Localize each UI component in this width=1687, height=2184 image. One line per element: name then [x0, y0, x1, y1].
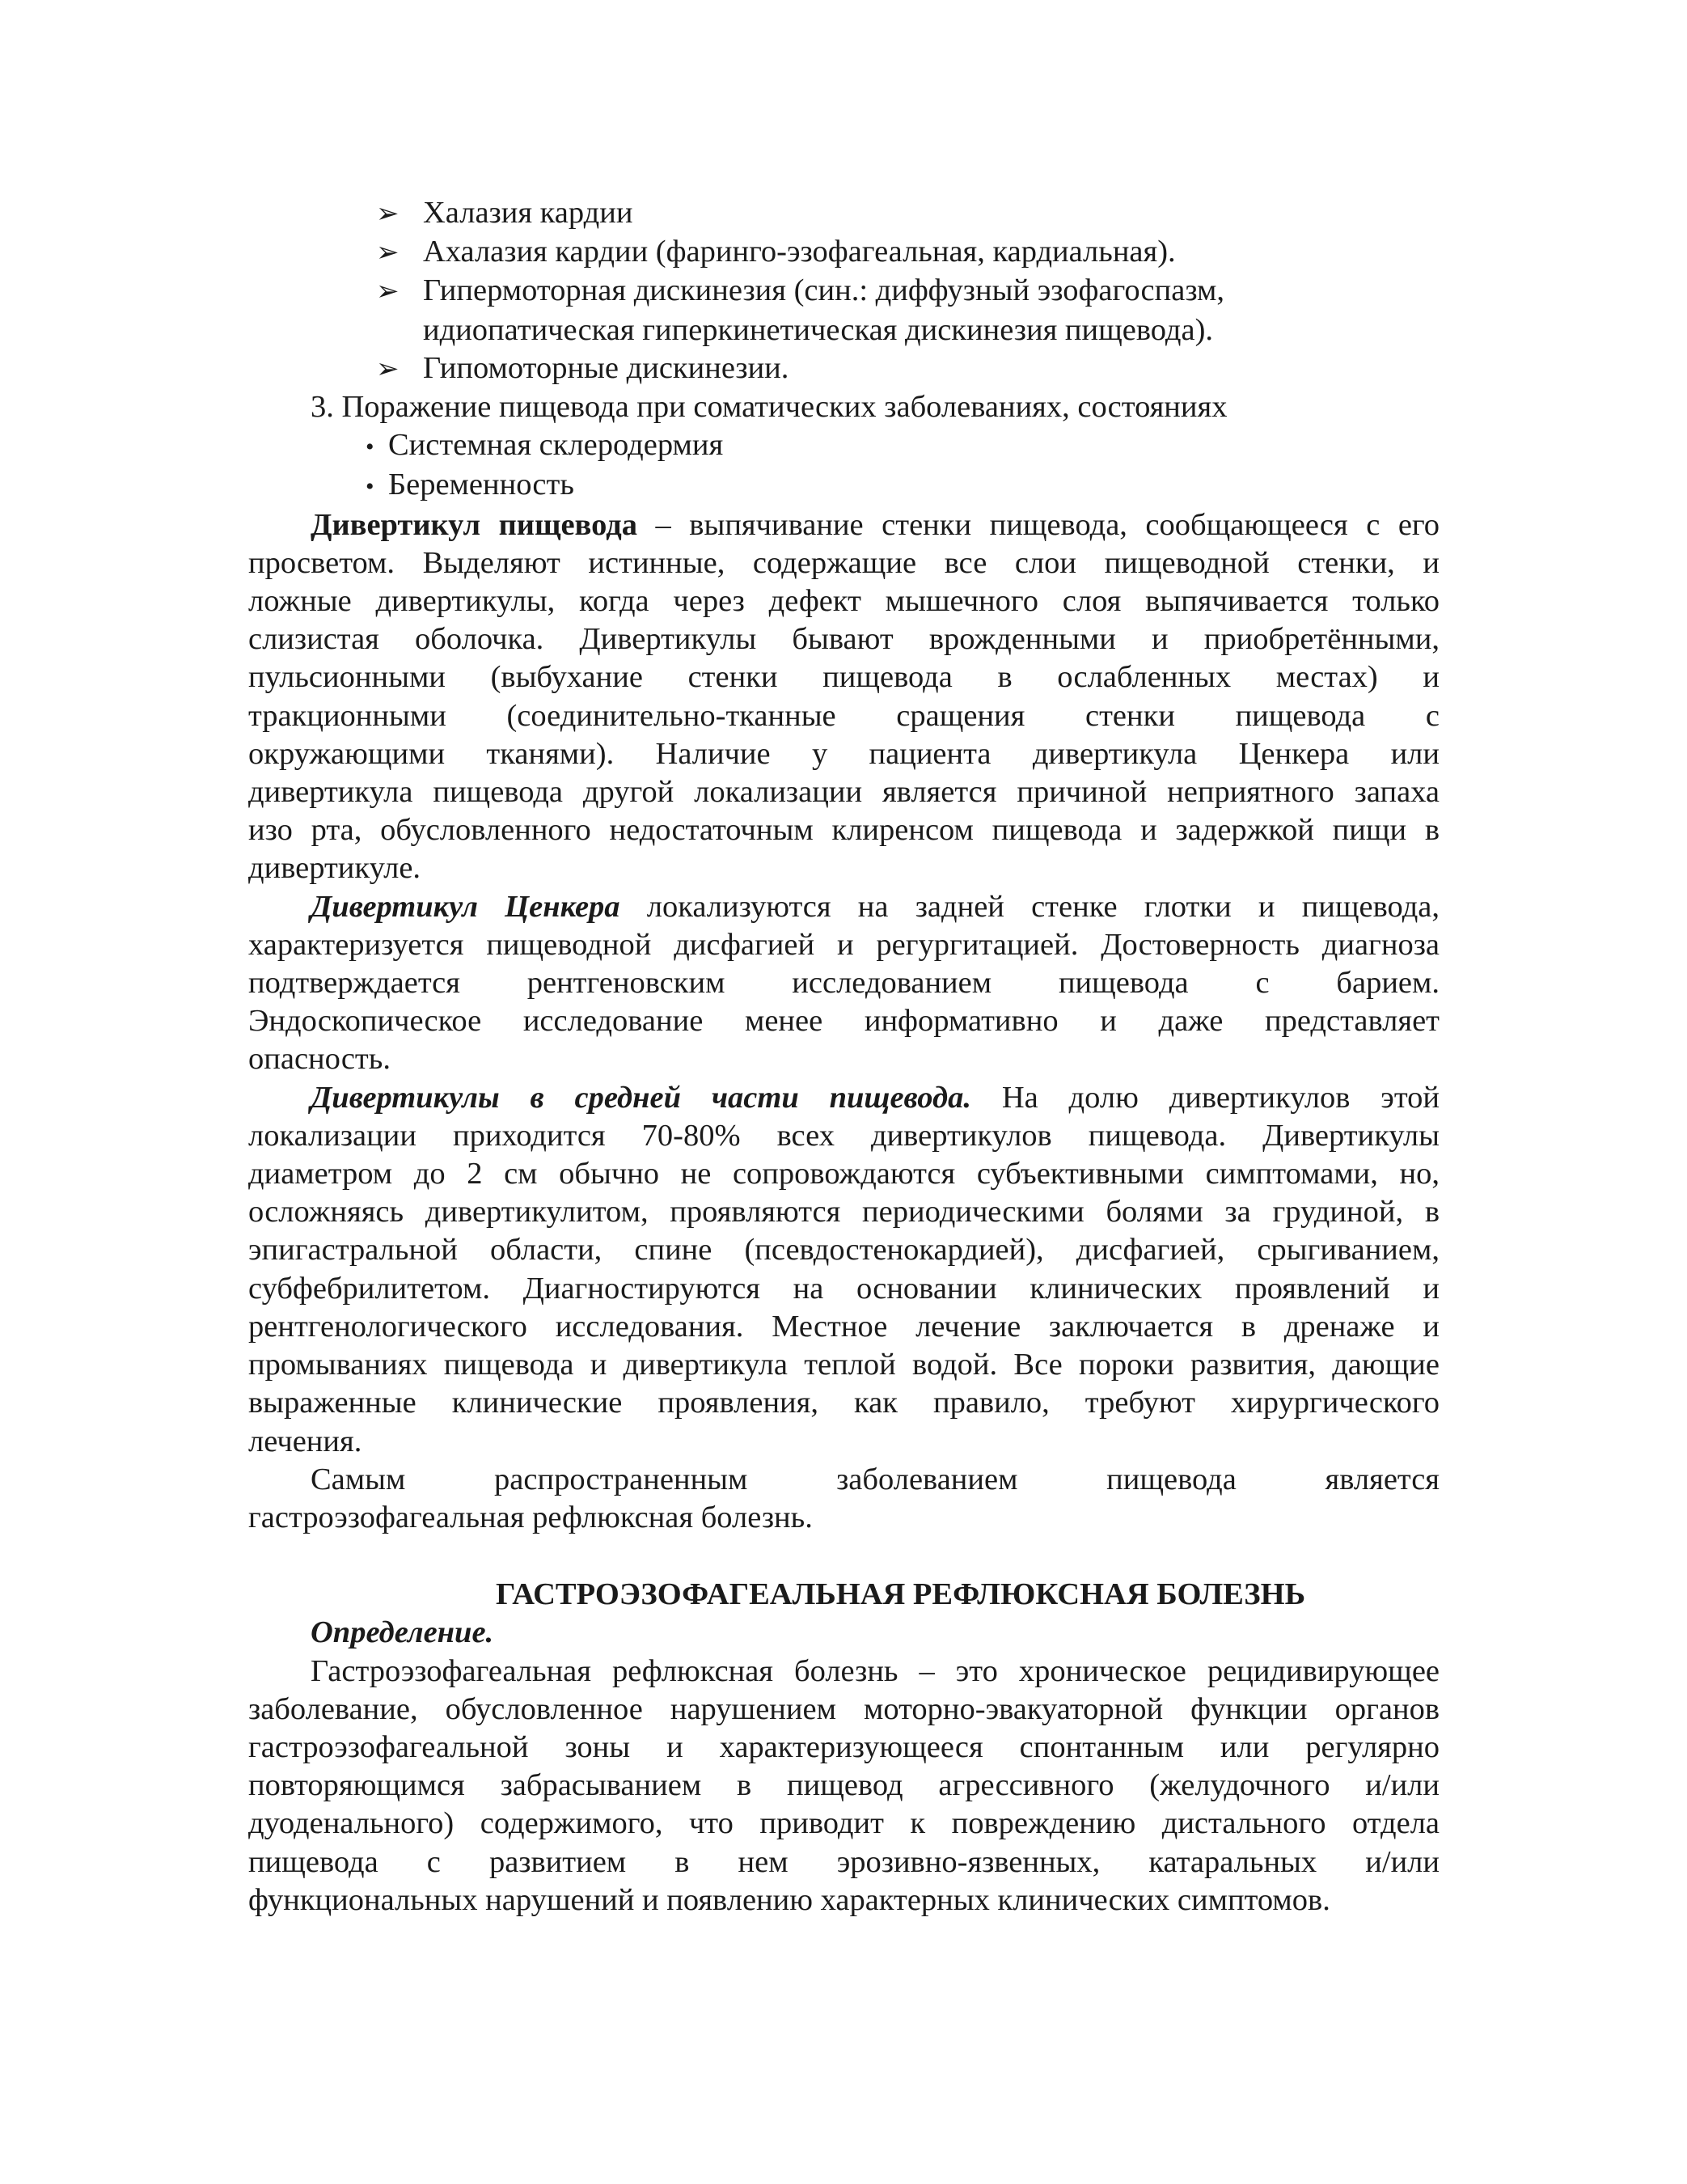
- paragraph-line: гастроэзофагеальной зоны и характеризующееся спонтанным или регулярно: [248, 1729, 1440, 1764]
- paragraph-line: диаметром до 2 см обычно не сопровождаются субъективными симптомами, но,: [248, 1157, 1440, 1191]
- paragraph-most-common: [248, 1461, 1440, 1537]
- paragraph-line: осложняясь дивертикулитом, проявляются периодическими болями за грудиной, в: [248, 1195, 1440, 1230]
- paragraph-line: дивертикуле.: [248, 851, 421, 886]
- bullet-icon: •: [366, 434, 374, 461]
- arrow-bullet-icon: ➢: [376, 277, 400, 307]
- bullet-icon: •: [366, 473, 374, 501]
- list-item: ➢ Халазия кардии: [248, 194, 1440, 233]
- paragraph-line: Дивертикул Ценкера локализуются на задней стенке глотки и пищевода,: [311, 889, 1440, 924]
- paragraph-line: тракционными (соединительно-тканные сращения стенки пищевода с: [248, 698, 1440, 733]
- arrow-bullet-icon: ➢: [376, 353, 400, 384]
- paragraph-line: выраженные клинические проявления, как правило, требуют хирургического: [248, 1386, 1440, 1420]
- list-item: ➢ Гипермоторная дискинезия (син.: диффузный эзофагоспазм,: [248, 272, 1440, 311]
- paragraph-line: изо рта, обусловленного недостаточным клиренсом пищевода и задержкой пищи в: [248, 813, 1440, 848]
- paragraph-line: дивертикула пищевода другой локализации является причиной неприятного запаха: [248, 775, 1440, 810]
- section-heading: ГАСТРОЭЗОФАГЕАЛЬНАЯ РЕФЛЮКСНАЯ БОЛЕЗНЬ: [495, 1577, 1306, 1612]
- paragraph-diverticulum: [248, 506, 1440, 888]
- paragraph-line: пульсионными (выбухание стенки пищевода в ослабленных местах) и: [248, 660, 1440, 695]
- paragraph-line: окружающими тканями). Наличие у пациента дивертикула Ценкера или: [248, 736, 1440, 771]
- paragraph-line: Самым распространенным заболеванием пищевода является: [311, 1462, 1440, 1496]
- paragraph-line: Эндоскопическое исследование менее информативно и даже представляет: [248, 1004, 1440, 1039]
- paragraph-line: гастроэзофагеальная рефлюксная болезнь.: [248, 1500, 813, 1534]
- paragraph-line: Дивертикулы в средней части пищевода. На долю дивертикулов этой: [311, 1080, 1440, 1115]
- paragraph-line: просветом. Выделяют истинные, содержащие все слои пищеводной стенки, и: [248, 545, 1440, 580]
- paragraph-line: слизистая оболочка. Дивертикулы бывают врожденными и приобретёнными,: [248, 622, 1440, 657]
- list-item: • Беременность: [248, 466, 1440, 506]
- term: Дивертикулы в средней части пищевода.: [311, 1080, 971, 1115]
- arrow-bullet-icon: ➢: [376, 238, 400, 269]
- paragraph-line: пищевода с развитием в нем эрозивно-язвенных, катаральных и/или: [248, 1844, 1440, 1879]
- paragraph-line: характеризуется пищеводной дисфагией и регургитацией. Достоверность диагноза: [248, 927, 1440, 962]
- term: Дивертикул Ценкера: [311, 889, 620, 924]
- paragraph-zenker: [248, 888, 1440, 1079]
- list-item: ➢ Гипомоторные дискинезии.: [248, 349, 1440, 388]
- paragraph-line: опасность.: [248, 1042, 391, 1077]
- numbered-item: 3. Поражение пищевода при соматических заболеваниях, состояниях: [311, 390, 1228, 425]
- term: Дивертикул пищевода: [311, 507, 637, 542]
- paragraph-line: функциональных нарушений и появлению характерных клинических симптомов.: [248, 1882, 1330, 1917]
- paragraph-middle-diverticula: [248, 1079, 1440, 1461]
- list-item: ➢ Ахалазия кардии (фаринго-эзофагеальная, кардиальная).: [248, 233, 1440, 272]
- paragraph-line: рентгенологического исследования. Местное лечение заключается в дренаже и: [248, 1309, 1440, 1344]
- bullet-list: [248, 426, 1440, 506]
- paragraph-line: подтверждается рентгеновским исследованием пищевода с барием.: [248, 966, 1440, 1001]
- paragraph-gerd-definition: [248, 1653, 1440, 1919]
- page-content: [248, 194, 1440, 1919]
- paragraph-line: дуоденального) содержимого, что приводит к повреждению дистального отдела: [248, 1806, 1440, 1841]
- paragraph-line: заболевание, обусловленное нарушением моторно-эвакуаторной функции органов: [248, 1691, 1440, 1726]
- subheading: Определение.: [311, 1615, 494, 1650]
- list-item-continuation: идиопатическая гиперкинетическая дискинезия пищевода).: [423, 312, 1214, 347]
- paragraph-line: ложные дивертикулы, когда через дефект мышечного слоя выпячивается только: [248, 584, 1440, 619]
- paragraph-line: повторяющимся забрасыванием в пищевод агрессивного (желудочного и/или: [248, 1768, 1440, 1803]
- arrow-list: [248, 194, 1440, 388]
- arrow-bullet-icon: ➢: [376, 199, 400, 229]
- paragraph-line: Дивертикул пищевода – выпячивание стенки пищевода, сообщающееся с его: [311, 507, 1440, 542]
- paragraph-line: локализации приходится 70-80% всех дивертикулов пищевода. Дивертикулы: [248, 1118, 1440, 1153]
- paragraph-line: Гастроэзофагеальная рефлюксная болезнь – это хроническое рецидивирующее: [311, 1653, 1440, 1688]
- paragraph-line: эпигастральной области, спине (псевдостенокардией), дисфагией, срыгиванием,: [248, 1233, 1440, 1268]
- list-item: • Системная склеродермия: [248, 426, 1440, 466]
- paragraph-line: лечения.: [248, 1424, 362, 1458]
- paragraph-line: субфебрилитетом. Диагностируются на основании клинических проявлений и: [248, 1271, 1440, 1306]
- paragraph-line: промываниях пищевода и дивертикула теплой водой. Все пороки развития, дающие: [248, 1348, 1440, 1382]
